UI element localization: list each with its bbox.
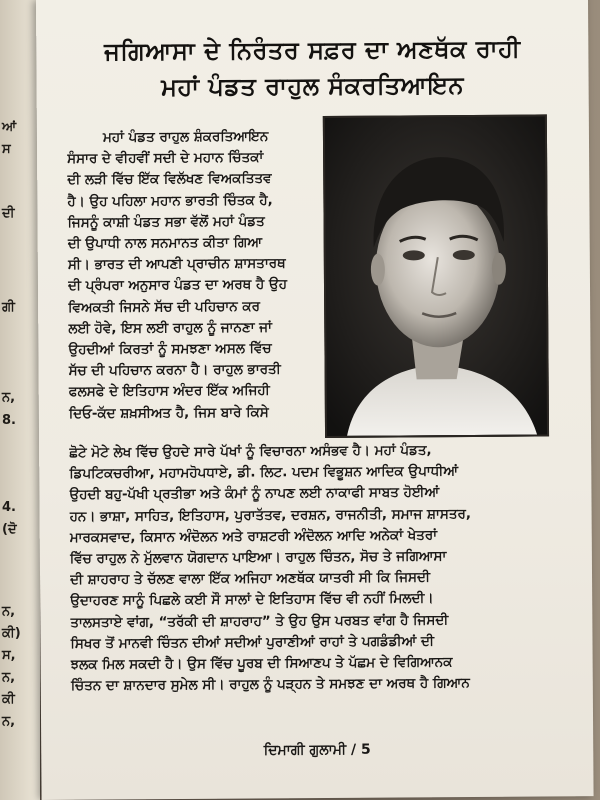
page-subtitle: ਮਹਾਂ ਪੰਡਤ ਰਾਹੁਲ ਸੰਕਰਤਿਆਇਨ [161,71,465,102]
prev-page-fragment: ਕੀ) [2,626,21,641]
text-line: ਉਹਦੀ ਬਹੁ-ਪੱਖੀ ਪ੍ਰਤੀਭਾ ਅਤੇ ਕੰਮਾਂ ਨੂੰ ਨਾਪਣ ਲਈ ਨਾਕਾਫੀ ਸਾਬਤ ਹੋਈਆਂ [69,484,440,504]
text-line: ਦੀ ਪ੍ਰੰਪਰਾ ਅਨੁਸਾਰ ਪੰਡਤ ਦਾ ਅਰਥ ਹੈ ਉਹ [67,276,288,295]
text-line: ਜਿਸਨੂੰ ਕਾਸ਼ੀ ਪੰਡਤ ਸਭਾ ਵੱਲੋਂ ਮਹਾਂ ਪੰਡਤ [67,213,265,231]
text-line: ਦੀ ਉਪਾਧੀ ਨਾਲ ਸਨਮਾਨਤ ਕੀਤਾ ਗਿਆ [67,234,263,252]
text-line: ਸੰਸਾਰ ਦੇ ਵੀਹਵੀਂ ਸਦੀ ਦੇ ਮਹਾਨ ਚਿੰਤਕਾਂ [67,149,264,167]
book-page [36,0,594,800]
prev-page-fragment: 4. [2,500,16,515]
text-line: ਵਿੱਚ ਰਾਹੁਲ ਨੇ ਮੁੱਲਵਾਨ ਯੋਗਦਾਨ ਪਾਇਆ। ਰਾਹੁਲ ਚਿੰਤਨ, ਸੋਚ ਤੇ ਜਗਿਆਸਾ [69,548,447,567]
text-line: ਸੱਚ ਦੀ ਪਹਿਚਾਨ ਕਰਨਾ ਹੈ। ਰਾਹੁਲ ਭਾਰਤੀ [68,361,281,380]
prev-page-fragment: ਸ, [2,648,16,663]
page-footer: ਦਿਮਾਗੀ ਗੁਲਾਮੀ / 5 [263,741,371,759]
text-line: ਸੀ। ਭਾਰਤ ਦੀ ਆਪਣੀ ਪ੍ਰਾਚੀਨ ਸ਼ਾਸਤਾਰਥ [67,255,286,274]
prev-page-fragment: ਆਂ [2,120,17,135]
text-line: ਉਹਦੀਆਂ ਕਿਰਤਾਂ ਨੂੰ ਸਮਝਣਾ ਅਸਲ ਵਿੱਚ [68,340,272,358]
page-title: ਜਗਿਆਸਾ ਦੇ ਨਿਰੰਤਰ ਸਫ਼ਰ ਦਾ ਅਣਥੱਕ ਰਾਹੀ [104,34,521,66]
prev-page-fragment: (ਦੋ [2,522,17,537]
text-line: ਉਦਾਹਰਣ ਸਾਨੂੰ ਪਿਛਲੇ ਕਈ ਸੌ ਸਾਲਾਂ ਦੇ ਇਤਿਹਾਸ ਵਿੱਚ ਵੀ ਨਹੀਂ ਮਿਲਦੀ। [70,590,434,610]
prev-page-fragment: ਸ [2,142,11,157]
text-line: ਸਿਖਰ ਤੋਂ ਮਾਨਵੀ ਚਿੰਤਨ ਦੀਆਂ ਸਦੀਆਂ ਪੁਰਾਣੀਆਂ ਰਾਹਾਂ ਤੇ ਪਗਡੰਡੀਆਂ ਦੀ [70,633,435,652]
prev-page-fragment: ਨ, [2,670,16,685]
prev-page-fragment: ਨ, [2,604,16,619]
text-line: ਛੋਟੇ ਮੋਟੇ ਲੇਖ ਵਿੱਚ ਉਹਦੇ ਸਾਰੇ ਪੱਖਾਂ ਨੂੰ ਵਿਚਾਰਨਾ ਅਸੰਭਵ ਹੈ। ਮਹਾਂ ਪੰਡਤ, [69,442,432,461]
previous-page-edge [0,0,40,800]
text-line: ਹੈ। ਉਹ ਪਹਿਲਾ ਮਹਾਨ ਭਾਰਤੀ ਚਿੰਤਕ ਹੈ, [67,191,273,210]
portrait-photo [323,114,549,438]
prev-page-fragment: ਦੀ [2,206,15,221]
text-line: ਮਾਰਕਸਵਾਦ, ਕਿਸਾਨ ਅੰਦੋਲਨ ਅਤੇ ਰਾਸ਼ਟਰੀ ਅੰਦੋਲਨ ਆਦਿ ਅਨੇਕਾਂ ਖੇਤਰਾਂ [69,527,438,546]
text-line: ਦੀ ਲੜੀ ਵਿੱਚ ਇੱਕ ਵਿਲੱਖਣ ਵਿਅਕਤਿਤਵ [67,170,272,189]
body-paragraph [69,439,571,697]
text-line: ਹਨ। ਭਾਸ਼ਾ, ਸਾਹਿਤ, ਇਤਿਹਾਸ, ਪੁਰਾਤੱਤਵ, ਦਰਸ਼ਨ, ਰਾਜਨੀਤੀ, ਸਮਾਜ ਸ਼ਾਸਤਰ, [69,505,472,525]
text-line: ਲਈ ਹੋਵੇ, ਇਸ ਲਈ ਰਾਹੁਲ ਨੂੰ ਜਾਨਣਾ ਜਾਂ [68,319,272,337]
intro-paragraph [67,126,325,425]
prev-page-fragment: ਨ, [2,714,16,729]
prev-page-fragment: ਨ, [2,390,16,405]
prev-page-fragment: 8. [2,413,16,428]
text-line: ਦੀ ਸ਼ਾਹਰਾਹ ਤੇ ਚੱਲਣ ਵਾਲਾ ਇੱਕ ਅਜਿਹਾ ਅਣਥੱਕ ਯਾਤਰੀ ਸੀ ਕਿ ਜਿਸਦੀ [69,569,431,588]
text-line: ਡਿਪਟਿਕਚਰੀਆ, ਮਹਾਮਹੋਪਧਾਏ, ਡੀ. ਲਿਟ. ਪਦਮ ਵਿਭੂਸ਼ਨ ਆਦਿਕ ਉਪਾਧੀਆਂ [69,463,459,482]
text-line: ਮਹਾਂ ਪੰਡਤ ਰਾਹੁਲ ਸ਼ੰਕਰਤਿਆਇਨ [102,128,269,146]
text-line: ਦਿਓ-ਕੱਦ ਸ਼ਖ਼ਸੀਅਤ ਹੈ, ਜਿਸ ਬਾਰੇ ਕਿਸੇ [68,404,269,422]
text-line: ਚਿੰਤਨ ਦਾ ਸ਼ਾਨਦਾਰ ਸੁਮੇਲ ਸੀ। ਰਾਹੁਲ ਨੂੰ ਪੜ੍ਹਨ ਤੇ ਸਮਝਣ ਦਾ ਅਰਥ ਹੈ ਗਿਆਨ [70,675,470,695]
portrait-image [325,116,547,436]
text-line: ਫਲਸਫੇ ਦੇ ਇਤਿਹਾਸ ਅੰਦਰ ਇੱਕ ਅਜਿਹੀ [68,382,270,401]
text-line: ਤਾਲਸਤਾਏ ਵਾਂਗ, “ਤਰੱਕੀ ਦੀ ਸ਼ਾਹਰਾਹ” ਤੇ ਉਹ ਉਸ ਪਰਬਤ ਵਾਂਗ ਹੈ ਜਿਸਦੀ [70,611,449,631]
text-line: ਝਲਕ ਮਿਲ ਸਕਦੀ ਹੈ। ਉਸ ਵਿੱਚ ਪੂਰਬ ਦੀ ਸਿਆਣਪ ਤੇ ਪੱਛਮ ਦੇ ਵਿਗਿਆਨਕ [70,654,453,673]
text-line: ਵਿਅਕਤੀ ਜਿਸਨੇ ਸੱਚ ਦੀ ਪਹਿਚਾਨ ਕਰ [68,298,261,316]
prev-page-fragment: ਗੀ [2,300,15,315]
prev-page-fragment: ਕੀ [2,692,15,707]
